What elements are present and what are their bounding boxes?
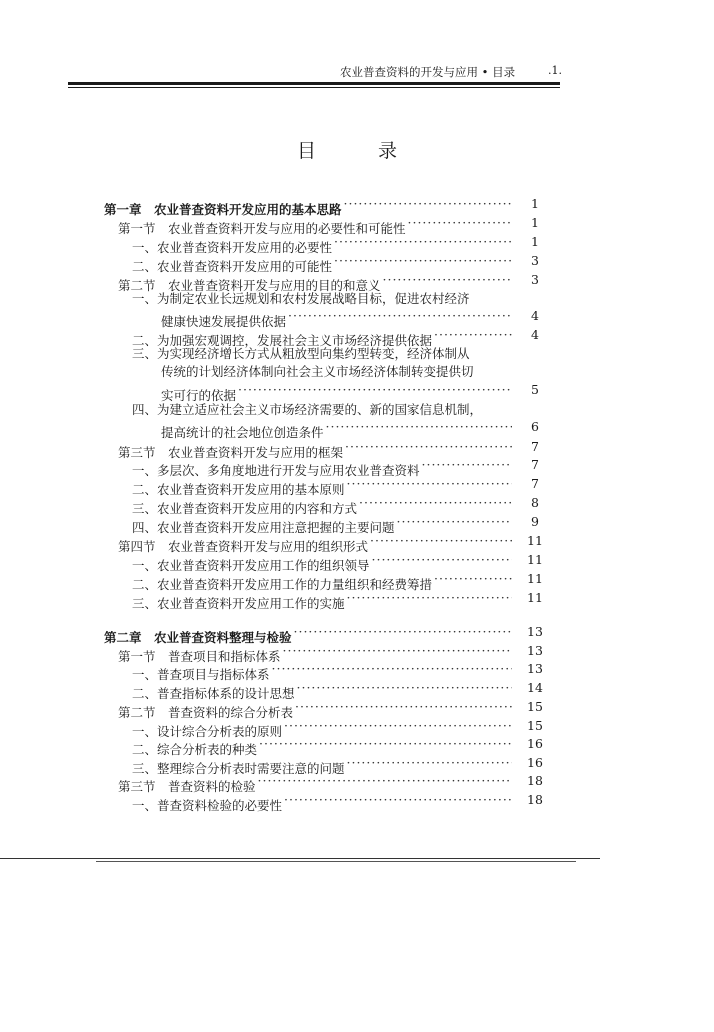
toc-item[interactable]: [0, 417, 714, 440]
toc-entry-text: 一、为制定农业长远规划和农村发展战略目标，促进农村经济: [132, 291, 470, 306]
leader-dots: [295, 697, 512, 717]
toc-entry-text: 二、综合分析表的种类: [132, 742, 258, 757]
leader-dots: [372, 550, 512, 570]
toc-entry-text: 二、农业普查资料开发应用的可能性: [132, 259, 333, 274]
leader-dots: [347, 753, 512, 773]
toc-page-number: 3: [531, 253, 539, 268]
toc-page-number: 13: [527, 624, 543, 639]
leader-dots: [297, 678, 512, 698]
leader-dots: [345, 437, 512, 457]
toc-item[interactable]: [0, 678, 714, 701]
toc-entry-text: 一、普查项目与指标体系: [132, 667, 270, 682]
leader-dots: [288, 306, 512, 326]
toc-page-number: 7: [531, 457, 539, 472]
toc-page-number: 13: [527, 643, 543, 658]
leader-dots: [259, 734, 512, 754]
toc-item[interactable]: [0, 734, 714, 757]
toc-page-number: 1: [531, 215, 539, 230]
toc-entry-text: 二、农业普查资料开发应用的基本原则: [132, 482, 345, 497]
toc-entry-text: 二、普查指标体系的设计思想: [132, 686, 295, 701]
toc-page-number: 3: [531, 272, 539, 287]
page-title: 目 录: [296, 140, 426, 162]
toc-entry-text: 健康快速发展提供依据: [161, 314, 287, 329]
toc-item[interactable]: [0, 512, 714, 535]
leader-dots: [326, 417, 512, 437]
toc-entry-text: 一、普查资料检验的必要性: [132, 798, 283, 813]
toc-section[interactable]: [0, 437, 714, 460]
toc-page-number: 9: [531, 514, 539, 529]
toc-page-number: 15: [527, 699, 543, 714]
toc-page-number: 6: [531, 419, 539, 434]
toc-page-number: 1: [531, 234, 539, 249]
leader-dots: [347, 474, 512, 494]
toc-chapter[interactable]: [0, 194, 714, 217]
leader-dots: [238, 380, 512, 400]
toc-entry-text: 四、为建立适应社会主义市场经济需要的、新的国家信息机制，: [132, 402, 483, 417]
toc-page-number: 15: [527, 718, 543, 733]
footer-rule-inner: [96, 861, 576, 862]
leader-dots: [284, 716, 512, 736]
toc-entry-text: 一、农业普查资料开发应用的必要性: [132, 240, 333, 255]
toc-entry-text: 一、多层次、多角度地进行开发与应用农业普查资料: [132, 463, 420, 478]
toc-entry-text: 三、农业普查资料开发应用工作的实施: [132, 596, 345, 611]
toc-page-number: 8: [531, 495, 539, 510]
running-header: [340, 64, 560, 80]
toc-section[interactable]: [0, 531, 714, 554]
toc-page-number: 4: [531, 327, 539, 342]
toc-page-number: 11: [527, 533, 543, 548]
toc-chapter[interactable]: [0, 622, 714, 645]
toc-entry-text: 实可行的依据: [161, 388, 237, 403]
toc-entry-text: 传统的计划经济体制向社会主义市场经济体制转变提供切: [161, 364, 474, 379]
toc-item[interactable]: [0, 493, 714, 516]
toc-item[interactable]: [0, 325, 714, 348]
leader-dots: [334, 251, 512, 271]
toc-entry-text: 三、整理综合分析表时需要注意的问题: [132, 761, 345, 776]
toc-entry-text: 二、农业普查资料开发应用工作的力量组织和经费筹措: [132, 577, 433, 592]
leader-dots: [422, 455, 512, 475]
toc-item[interactable]: [0, 380, 714, 403]
toc-section[interactable]: [0, 270, 714, 293]
leader-dots: [408, 213, 512, 233]
toc-entry-text: 提高统计的社会地位创造条件: [161, 425, 324, 440]
header-page-number: .1.: [548, 64, 562, 77]
toc-page-number: 11: [527, 590, 543, 605]
toc-item[interactable]: [0, 569, 714, 592]
leader-dots: [258, 771, 512, 791]
toc-entry-text: 三、农业普查资料开发应用的内容和方式: [132, 501, 358, 516]
leader-dots: [397, 512, 512, 532]
toc-entry-text: 第一节 农业普查资料开发与应用的必要性和可能性: [118, 221, 406, 236]
running-title: 农业普查资料的开发与应用 • 目录: [340, 65, 516, 79]
toc-item[interactable]: [0, 716, 714, 739]
toc-page-number: 7: [531, 476, 539, 491]
leader-dots: [283, 641, 512, 661]
leader-dots: [434, 325, 512, 345]
toc-page-number: 1: [531, 196, 539, 211]
leader-dots: [272, 659, 512, 679]
toc-page-number: 16: [527, 755, 543, 770]
header-rule-thin: [68, 87, 560, 88]
toc-item[interactable]: [0, 790, 714, 813]
toc-entry-text: 第三节 普查资料的检验: [118, 779, 256, 794]
toc-item[interactable]: [0, 588, 714, 611]
toc-entry-text: 二、为加强宏观调控，发展社会主义市场经济提供依据: [132, 333, 433, 348]
leader-dots: [334, 232, 512, 252]
toc-page-number: 18: [527, 792, 543, 807]
toc-page-number: 4: [531, 308, 539, 323]
toc-entry-text: 第四节 农业普查资料开发与应用的组织形式: [118, 539, 369, 554]
toc-page-number: 7: [531, 439, 539, 454]
leader-dots: [294, 622, 512, 642]
toc-item[interactable]: [0, 455, 714, 478]
toc-page-number: 16: [527, 736, 543, 751]
toc-item[interactable]: [0, 474, 714, 497]
toc-entry-text: 第一节 普查项目和指标体系: [118, 649, 281, 664]
toc-item[interactable]: [0, 232, 714, 255]
toc-section[interactable]: [0, 213, 714, 236]
toc-entry-text: 第二节 农业普查资料开发与应用的目的和意义: [118, 278, 381, 293]
toc-section[interactable]: [0, 697, 714, 720]
toc-page-number: 13: [527, 661, 543, 676]
toc-page-number: 11: [527, 571, 543, 586]
toc-entry-text: 第三节 农业普查资料开发与应用的框架: [118, 445, 344, 460]
toc-item[interactable]: [0, 753, 714, 776]
toc-item[interactable]: [0, 344, 714, 364]
toc-entry-text: 一、设计综合分析表的原则: [132, 724, 283, 739]
toc-entry-text: 第二节 普查资料的综合分析表: [118, 705, 294, 720]
leader-dots: [383, 270, 512, 290]
leader-dots: [359, 493, 512, 513]
toc-item[interactable]: [0, 550, 714, 573]
toc-entry-text: 三、为实现经济增长方式从粗放型向集约型转变，经济体制从: [132, 346, 470, 361]
toc-section[interactable]: [0, 641, 714, 664]
footer-rule: [0, 858, 600, 859]
toc-page-number: 18: [527, 773, 543, 788]
toc-entry-text: 一、农业普查资料开发应用工作的组织领导: [132, 558, 370, 573]
header-rule-thick: [68, 82, 560, 85]
leader-dots: [434, 569, 512, 589]
toc-entry-text: 第二章 农业普查资料整理与检验: [104, 630, 292, 645]
leader-dots: [347, 588, 512, 608]
toc-entry-text: 四、农业普查资料开发应用注意把握的主要问题: [132, 520, 395, 535]
toc-item[interactable]: [0, 306, 714, 329]
toc-page-number: 14: [527, 680, 543, 695]
toc-entry-text: 第一章 农业普查资料开发应用的基本思路: [104, 202, 342, 217]
toc-section[interactable]: [0, 771, 714, 794]
leader-dots: [370, 531, 512, 551]
toc-page-number: 5: [531, 382, 539, 397]
toc-item[interactable]: [0, 659, 714, 682]
leader-dots: [284, 790, 512, 810]
toc-page-number: 11: [527, 552, 543, 567]
toc-item[interactable]: [0, 251, 714, 274]
leader-dots: [344, 194, 512, 214]
toc-item[interactable]: [0, 362, 714, 382]
